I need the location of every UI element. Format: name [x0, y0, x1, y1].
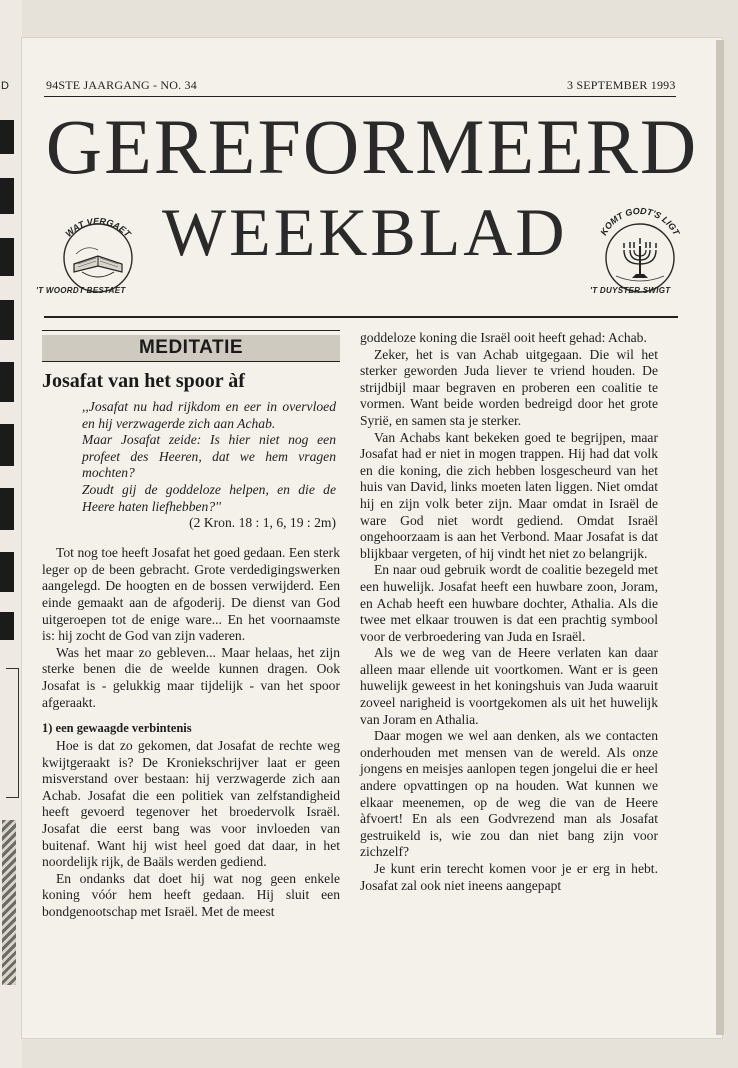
paragraph: Van Achabs kant bekeken goed te begrijpen, maar Josafat had er niet in mogen trappen. Hij had dat volk en die koning, die zich hebben losgescheurd van het huis van David, links moeten laten liggen. Niet omdat hij en zijn volk beter zijn. Maar omdat in Israël de ware God niet wordt gediend. Omdat Israël ongehoorzaam is aan het Verbond. Maar Josafat is dat blijkbaar vergeten, of hij vindt het niet zo belangrijk.: [360, 429, 658, 561]
paragraph: Was het maar zo gebleven... Maar helaas, het zijn sterke benen die de weelde kunnen dragen. Ook Josafat is - gelukkig maar tijdelijk - van het spoor afgeraakt.: [42, 644, 340, 710]
emblem-right-motto-top: KOMT GODT'S LIGT: [598, 206, 682, 237]
open-book-emblem-icon: [52, 206, 144, 298]
section-title: MEDITATIE: [138, 337, 244, 358]
paragraph: En naar oud gebruik wordt de coalitie bezegeld met een huwelijk. Josafat heeft een huwbare zoon, Joram, en Achab heeft een huwbare dochter, Athalia. Als die twee met elkaar trouwen is dat een prachtig symbool voor de verbroedering van Juda en Israël.: [360, 562, 658, 644]
issue-date: 3 SEPTEMBER 1993: [567, 78, 676, 92]
binding-tab: [0, 178, 14, 214]
emblem-right-motto-bottom: 'T DUYSTER SWIGT: [590, 286, 671, 295]
scripture-quote: [82, 399, 336, 515]
binding-tab: [0, 612, 14, 640]
masthead-title-line2: WEEKBLAD: [162, 194, 568, 270]
left-column: [42, 330, 340, 921]
emblem-left-motto-bottom: 'T WOORDT BESTAET: [36, 286, 126, 295]
article-title: Josafat van het spoor àf: [42, 370, 245, 392]
adjacent-page-letter: D: [1, 80, 9, 92]
masthead-title-line1: GEREFORMEERD: [45, 103, 699, 190]
svg-text:WAT VERGAET: [63, 216, 133, 240]
adjacent-page-box: [6, 668, 19, 798]
binding-tab: [0, 120, 14, 154]
section-rule: [42, 330, 340, 331]
paragraph: Zeker, het is van Achab uitgegaan. Die wil het sterker geworden Juda liever te vriend houden. De strijdbijl maar begraven en proberen een coalitie te vormen. Want beide worden bedreigd door het grote Syrië, en samen sta je sterker.: [360, 346, 658, 428]
newspaper-page: [22, 38, 722, 1038]
paragraph: Daar mogen we wel aan denken, als we contacten onderhouden met mensen van de wereld. Als onze jongens en meisjes aanlopen tegen jongelui die er heel andere opvattingen op na houden. Wat kunnen we elkaar meenemen, op de weg die van de Heere àfvoert! En als een Godvrezend man als Josafat gestruikeld is, wie zou dan niet bang zijn voor zichzelf?: [360, 728, 658, 860]
paragraph: Als we de weg van de Heere verlaten kan daar alleen maar ellende uit voortkomen. Want er is geen huwelijk geweest in het koningshuis van Juda waaruit zoveel narigheid is voortgekomen als uit het huwelijk van Joram en Athalia.: [360, 645, 658, 727]
section-header: [42, 335, 340, 361]
quote-line: Zoudt gij de goddeloze helpen, en die de Heere haten liefhebben?'': [82, 481, 336, 514]
binding-tab: [0, 552, 14, 592]
binding-tab: [0, 488, 14, 530]
masthead-rule: [44, 316, 678, 318]
binding-tab: [0, 238, 14, 276]
paragraph: Je kunt erin terecht komen voor je er erg in hebt. Josafat zal ook niet ineens aangepapt: [360, 861, 658, 893]
binding-tab: [0, 300, 14, 340]
candlestick-emblem-icon: [594, 206, 686, 298]
section-rule: [42, 361, 340, 362]
scripture-reference: (2 Kron. 18 : 1, 6, 19 : 2m): [189, 515, 336, 531]
emblem-left-motto-top: WAT VERGAET: [63, 216, 133, 239]
binding-cord: [2, 820, 16, 985]
binding-spine: [0, 0, 22, 1068]
quote-line: Maar Josafat zeide: Is hier niet nog een profeet des Heeren, dat we hem vragen mochten?: [82, 432, 336, 481]
binding-tab: [0, 424, 14, 466]
paragraph: goddeloze koning die Israël ooit heeft gehad: Achab.: [360, 330, 647, 345]
issue-number: 94STE JAARGANG - NO. 34: [46, 78, 197, 92]
paragraph: Hoe is dat zo gekomen, dat Josafat de rechte weg kwijtgeraakt is? De Kroniekschrijver laat er geen misverstand over bestaan: hij verzwagerde zich aan Achab. Josafat die een politiek van zelfstandigheid heeft gevoerd tegenover het broedervolk Israël. Josafat die eerst bang was voor invloeden van buitenaf. Want hij wist heel goed dat daar, in het noordelijk rijk, de Baäls werden gediend.: [42, 738, 340, 870]
binding-tab: [0, 362, 14, 402]
paragraph: Tot nog toe heeft Josafat het goed gedaan. Een sterk leger op de been gebracht. Grote verdedigingswerken aangelegd. De hoogten en de bossen verwijderd. Een einde gemaakt aan de afgoderij. De dienst van God uitgeroepen tot de enige ware... En het voornaamste is: hij zocht de God van zijn vaderen.: [42, 545, 340, 644]
paragraph: En ondanks dat doet hij wat nog geen enkele koning vóór hem heeft gedaan. Hij sluit een bondgenootschap met Israël. Met de meest: [42, 870, 340, 920]
subheading: 1) een gewaagde verbintenis: [42, 721, 192, 736]
right-column: [360, 330, 658, 894]
header-rule: [44, 96, 676, 97]
svg-text:KOMT GODT'S LIGT: [598, 206, 682, 238]
quote-line: ,,Josafat nu had rijkdom en eer in overvloed en hij verzwagerde zich aan Achab.: [82, 399, 336, 431]
page-edge: [716, 40, 724, 1035]
